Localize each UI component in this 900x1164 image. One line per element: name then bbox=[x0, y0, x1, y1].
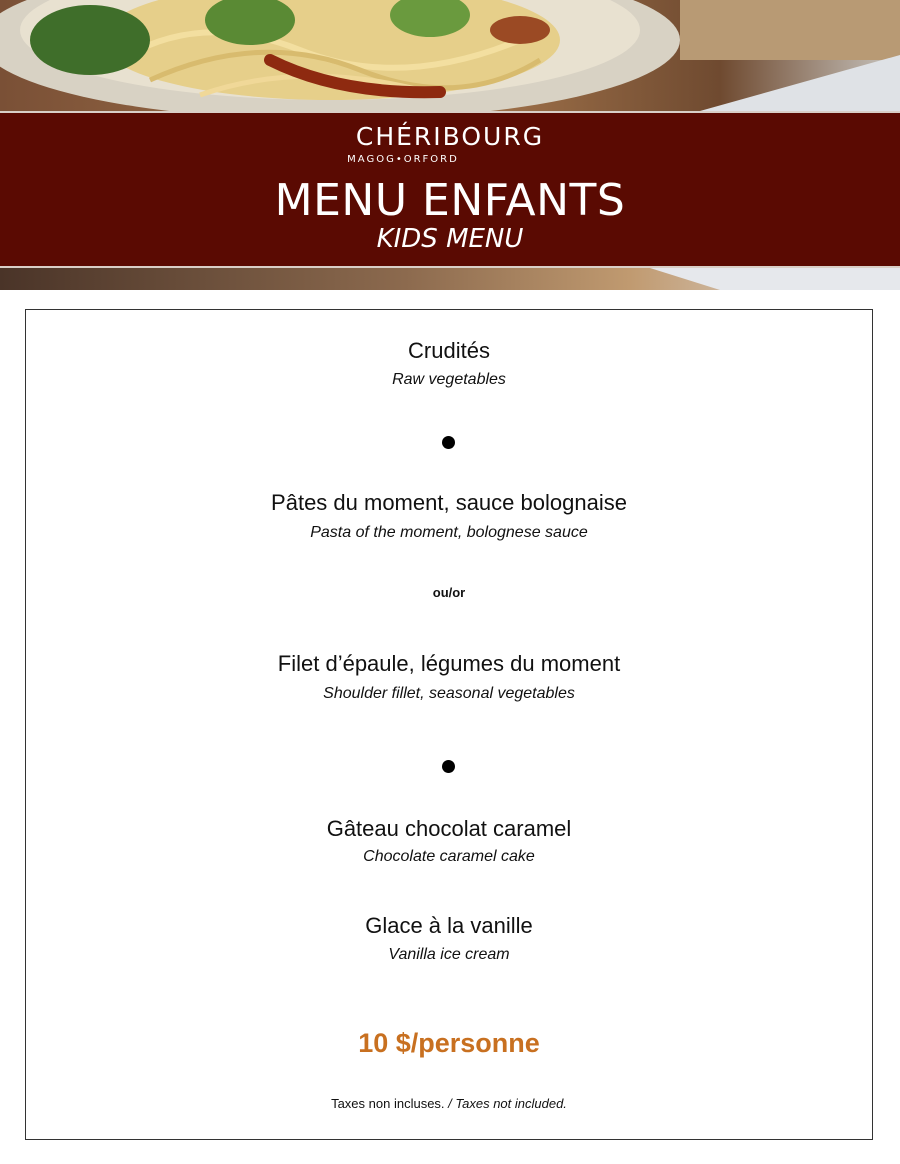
separator-dot bbox=[442, 760, 455, 773]
brand-location: MAGOG•ORFORD bbox=[347, 154, 459, 165]
main-1-name-en: Pasta of the moment, bolognese sauce bbox=[310, 524, 588, 541]
taxes-note bbox=[26, 1096, 872, 1112]
dessert-2-name-fr: Glace à la vanille bbox=[365, 913, 533, 938]
or-label: ou/or bbox=[432, 585, 466, 600]
menu-subtitle: KIDS MENU bbox=[376, 224, 524, 254]
title-band bbox=[0, 111, 900, 268]
menu-content-box bbox=[25, 309, 873, 1140]
menu-title: MENU ENFANTS bbox=[274, 175, 626, 226]
taxes-note-fr: Taxes non incluses. bbox=[331, 1096, 449, 1111]
main-1-name-fr: Pâtes du moment, sauce bolognaise bbox=[271, 490, 627, 515]
separator-dot bbox=[442, 436, 455, 449]
dessert-2-name-en: Vanilla ice cream bbox=[388, 946, 510, 963]
taxes-note-en: / Taxes not included. bbox=[448, 1096, 567, 1111]
dessert-1-name-en: Chocolate caramel cake bbox=[363, 848, 535, 865]
dessert-1-name-fr: Gâteau chocolat caramel bbox=[326, 816, 572, 841]
price: 10 $/personne bbox=[358, 1028, 540, 1058]
main-2-name-fr: Filet d’épaule, légumes du moment bbox=[277, 651, 621, 676]
starter-name-en: Raw vegetables bbox=[392, 371, 506, 388]
starter-name-fr: Crudités bbox=[408, 338, 490, 363]
brand-logo-text: CHÉRIBOURG bbox=[355, 122, 545, 151]
main-2-name-en: Shoulder fillet, seasonal vegetables bbox=[323, 685, 575, 702]
